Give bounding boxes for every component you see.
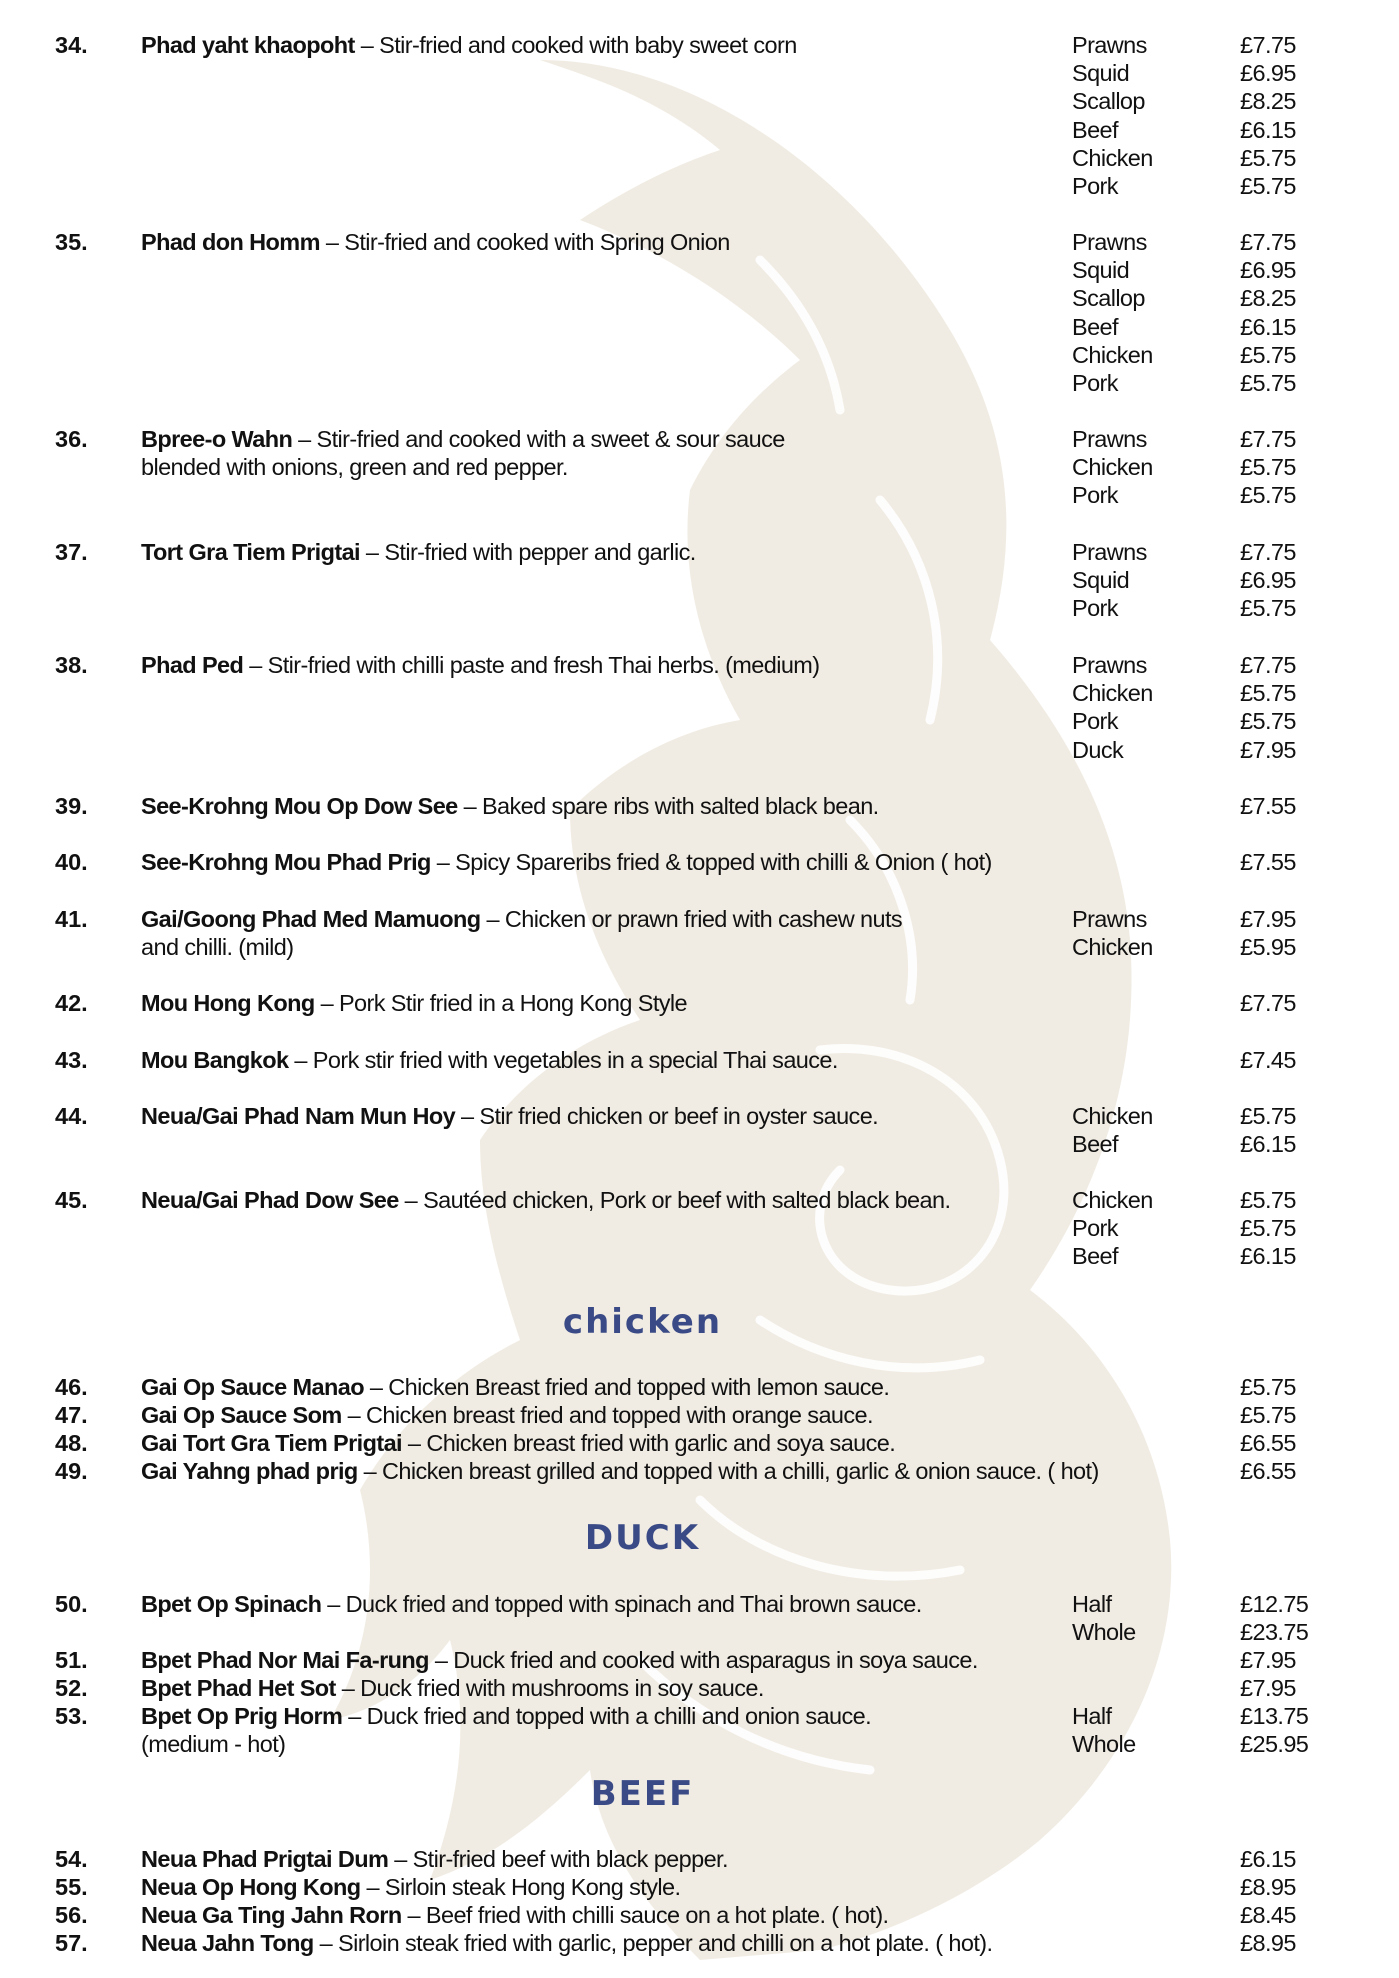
dish-name: See-Krohng Mou Phad Prig [141,849,431,875]
option-label: Prawns [1072,539,1147,565]
price: £7.75 [1240,539,1296,565]
item-number: 54. [55,1846,88,1872]
price: £7.75 [1240,32,1296,58]
dish-description: – Stir-fried with chilli paste and fresh Thai herbs. (medium) [249,652,820,678]
item-description [141,1186,950,1214]
dish-description: – Spicy Spareribs fried & topped with chilli & Onion ( hot) [436,849,992,875]
price: £7.95 [1240,1675,1296,1701]
price: £5.75 [1240,1402,1296,1428]
item-number: 39. [55,793,88,819]
item-number: 35. [55,229,88,255]
option-label: Chicken [1072,144,1153,171]
item-number: 45. [55,1187,88,1213]
option-label: Pork [1072,173,1118,200]
dish-name: Gai Op Sauce Som [141,1402,342,1428]
dish-name: Neua/Gai Phad Nam Mun Hoy [141,1103,456,1129]
item-description [141,1901,888,1929]
price: £6.55 [1240,1458,1296,1484]
item-description [141,1845,728,1873]
price-list [1240,425,1296,510]
dish-description: – Stir-fried with pepper and garlic. [365,539,696,565]
option-label: Prawns [1072,32,1147,58]
price-list [1240,1674,1296,1702]
price-list [1240,792,1296,820]
item-description [141,425,785,481]
item-description [141,228,730,256]
price-list [1240,1873,1296,1901]
price: £12.75 [1240,1591,1309,1617]
item-description [141,1373,889,1401]
price: £5.95 [1240,934,1296,961]
dish-name: Gai Op Sauce Manao [141,1374,364,1400]
option-label: Whole [1072,1731,1136,1758]
price: £6.15 [1240,116,1296,143]
item-number: 36. [55,426,88,452]
item-description [141,989,687,1017]
price-list [1240,31,1296,200]
option-list [1072,31,1153,200]
price: £7.75 [1240,652,1296,678]
item-description [141,1873,680,1901]
item-description [141,31,797,59]
price: £6.95 [1240,257,1296,284]
item-number: 38. [55,652,88,678]
item-number: 53. [55,1703,88,1729]
item-description [141,848,992,876]
option-label: Pork [1072,482,1118,509]
price: £5.75 [1240,708,1296,735]
dish-name: Bpet Op Spinach [141,1591,322,1617]
option-list [1072,1186,1153,1271]
item-description [141,1702,871,1758]
dish-name: Phad yaht khaopoht [141,32,355,58]
price-list [1240,1186,1296,1271]
item-description [141,1929,992,1957]
dish-description: – Duck fried and topped with a chilli and onion sauce. [348,1703,872,1729]
item-number: 57. [55,1930,88,1956]
price: £5.75 [1240,454,1296,481]
option-label: Half [1072,1591,1112,1617]
price-list [1240,905,1296,961]
option-label: Chicken [1072,680,1153,707]
price: £8.45 [1240,1902,1296,1928]
dish-description: – Sautéed chicken, Pork or beef with salted black bean. [404,1187,951,1213]
price-list [1240,1901,1296,1929]
price-list [1240,1457,1296,1485]
dish-name: See-Krohng Mou Op Dow See [141,793,458,819]
dish-name: Mou Bangkok [141,1047,289,1073]
option-label: Chicken [1072,454,1153,481]
price: £7.75 [1240,426,1296,452]
dish-name: Mou Hong Kong [141,990,315,1016]
option-label: Pork [1072,595,1118,622]
option-label: Pork [1072,1215,1118,1242]
dish-name: Neua/Gai Phad Dow See [141,1187,399,1213]
price: £6.15 [1240,1846,1296,1872]
price-list [1240,1102,1296,1158]
dish-description: – Sirloin steak fried with garlic, pepper and chilli on a hot plate. ( hot). [319,1930,993,1956]
price: £25.95 [1240,1731,1309,1758]
item-description [141,905,902,961]
price: £5.75 [1240,173,1296,200]
price-list [1240,1429,1296,1457]
price: £5.75 [1240,595,1296,622]
item-description [141,1457,1099,1485]
price-list [1240,1401,1296,1429]
price-list [1240,228,1296,397]
option-list [1072,1702,1136,1758]
section-title: DUCK [584,1518,701,1558]
price-list [1240,651,1296,764]
dish-description: – Stir fried chicken or beef in oyster sauce. [461,1103,879,1129]
item-description [141,1646,978,1674]
price: £7.55 [1240,849,1296,875]
option-label: Scallop [1072,285,1145,312]
dish-description: – Baked spare ribs with salted black bean. [463,793,879,819]
dish-description: – Stir-fried and cooked with Spring Onion [325,229,730,255]
dish-description: – Pork Stir fried in a Hong Kong Style [320,990,688,1016]
option-label: Scallop [1072,88,1145,115]
price: £5.75 [1240,1374,1296,1400]
item-description [141,651,820,679]
item-description [141,1590,922,1618]
option-label: Squid [1072,60,1130,87]
item-number: 43. [55,1047,88,1073]
price: £8.25 [1240,88,1296,115]
dish-name: Bpet Phad Nor Mai Fa-rung [141,1647,429,1673]
dish-description: – Chicken or prawn fried with cashew nuts [486,906,903,932]
dish-description: – Duck fried with mushrooms in soy sauce. [341,1675,764,1701]
option-list [1072,538,1147,623]
option-label: Chicken [1072,1187,1153,1213]
dish-description: – Chicken breast grilled and topped with a chilli, garlic & onion sauce. ( hot) [363,1458,1099,1484]
item-number: 41. [55,906,88,932]
price: £7.75 [1240,229,1296,255]
dish-name: Phad Ped [141,652,244,678]
dish-description: – Chicken Breast fried and topped with lemon sauce. [369,1374,890,1400]
item-number: 56. [55,1902,88,1928]
option-label: Duck [1072,736,1124,763]
option-list [1072,651,1153,764]
item-number: 46. [55,1374,88,1400]
dish-name: Neua Op Hong Kong [141,1874,361,1900]
dish-description: – Pork stir fried with vegetables in a special Thai sauce. [294,1047,838,1073]
dish-description-line2: blended with onions, green and red pepper. [141,454,568,481]
item-number: 51. [55,1647,88,1673]
price: £7.95 [1240,906,1296,932]
price: £5.75 [1240,680,1296,707]
price-list [1240,1590,1308,1646]
option-label: Chicken [1072,1103,1153,1129]
dish-description: – Beef fried with chilli sauce on a hot plate. ( hot). [407,1902,889,1928]
option-label: Half [1072,1703,1112,1729]
option-label: Chicken [1072,934,1153,961]
item-number: 49. [55,1458,88,1484]
dish-description: – Stir-fried and cooked with a sweet & sour sauce [298,426,785,452]
option-list [1072,1102,1153,1158]
item-description [141,1401,873,1429]
item-description [141,1102,878,1130]
option-list [1072,905,1153,961]
price: £5.75 [1240,1187,1296,1213]
dish-description: – Chicken breast fried and topped with orange sauce. [347,1402,873,1428]
option-list [1072,425,1153,510]
price: £7.45 [1240,1047,1296,1073]
price-list [1240,1046,1296,1074]
option-label: Chicken [1072,341,1153,368]
item-number: 34. [55,32,88,58]
dish-description-line2: and chilli. (mild) [141,934,294,961]
dish-description: – Stir-fried beef with black pepper. [394,1846,728,1872]
item-description [141,1429,895,1457]
price: £6.95 [1240,60,1296,87]
price: £7.95 [1240,736,1296,763]
option-label: Beef [1072,313,1118,340]
price-list [1240,1845,1296,1873]
option-label: Beef [1072,1131,1118,1158]
dish-name: Gai/Goong Phad Med Mamuong [141,906,481,932]
item-description [141,1674,764,1702]
price: £6.15 [1240,1131,1296,1158]
dish-name: Tort Gra Tiem Prigtai [141,539,360,565]
dish-description-line2: (medium - hot) [141,1731,286,1758]
section-title: chicken [562,1302,723,1342]
price: £5.75 [1240,1215,1296,1242]
price-list [1240,538,1296,623]
dish-name: Neua Phad Prigtai Dum [141,1846,389,1872]
price: £13.75 [1240,1703,1309,1729]
option-label: Pork [1072,370,1118,397]
option-label: Prawns [1072,652,1147,678]
dish-description: – Duck fried and cooked with asparagus in soya sauce. [434,1647,978,1673]
price: £5.75 [1240,370,1296,397]
item-number: 48. [55,1430,88,1456]
option-label: Squid [1072,567,1130,594]
price: £6.95 [1240,567,1296,594]
dish-name: Neua Ga Ting Jahn Rorn [141,1902,402,1928]
price: £23.75 [1240,1619,1309,1646]
option-label: Squid [1072,257,1130,284]
item-number: 44. [55,1103,88,1129]
dish-name: Gai Tort Gra Tiem Prigtai [141,1430,402,1456]
item-description [141,792,879,820]
dish-name: Bpet Phad Het Sot [141,1675,336,1701]
option-label: Beef [1072,1243,1118,1270]
dish-name: Bpree-o Wahn [141,426,293,452]
dish-name: Bpet Op Prig Horm [141,1703,343,1729]
price: £8.25 [1240,285,1296,312]
price: £8.95 [1240,1874,1296,1900]
dish-description: – Chicken breast fried with garlic and soya sauce. [407,1430,896,1456]
item-number: 42. [55,990,88,1016]
price: £7.95 [1240,1647,1296,1673]
option-label: Prawns [1072,229,1147,255]
option-label: Prawns [1072,426,1147,452]
price: £5.75 [1240,1103,1296,1129]
item-number: 47. [55,1402,88,1428]
price: £5.75 [1240,482,1296,509]
dish-description: – Duck fried and topped with spinach and Thai brown sauce. [327,1591,922,1617]
item-number: 50. [55,1591,88,1617]
price: £8.95 [1240,1930,1296,1956]
dish-name: Phad don Homm [141,229,320,255]
dish-name: Neua Jahn Tong [141,1930,314,1956]
price-list [1240,848,1296,876]
price: £6.55 [1240,1430,1296,1456]
price-list [1240,1373,1296,1401]
price-list [1240,1702,1308,1758]
item-description [141,1046,838,1074]
option-list [1072,228,1153,397]
item-description [141,538,696,566]
item-number: 40. [55,849,88,875]
price: £5.75 [1240,144,1296,171]
dish-description: – Sirloin steak Hong Kong style. [366,1874,681,1900]
item-number: 52. [55,1675,88,1701]
price: £6.15 [1240,313,1296,340]
option-label: Pork [1072,708,1118,735]
dish-name: Gai Yahng phad prig [141,1458,358,1484]
item-number: 55. [55,1874,88,1900]
option-label: Prawns [1072,906,1147,932]
section-title: BEEF [590,1774,695,1814]
price: £7.55 [1240,793,1296,819]
price: £5.75 [1240,341,1296,368]
item-number: 37. [55,539,88,565]
option-list [1072,1590,1136,1646]
price-list [1240,1929,1296,1957]
price: £7.75 [1240,990,1296,1016]
option-label: Whole [1072,1619,1136,1646]
dish-description: – Stir-fried and cooked with baby sweet corn [360,32,797,58]
price-list [1240,989,1296,1017]
option-label: Beef [1072,116,1118,143]
price: £6.15 [1240,1243,1296,1270]
price-list [1240,1646,1296,1674]
